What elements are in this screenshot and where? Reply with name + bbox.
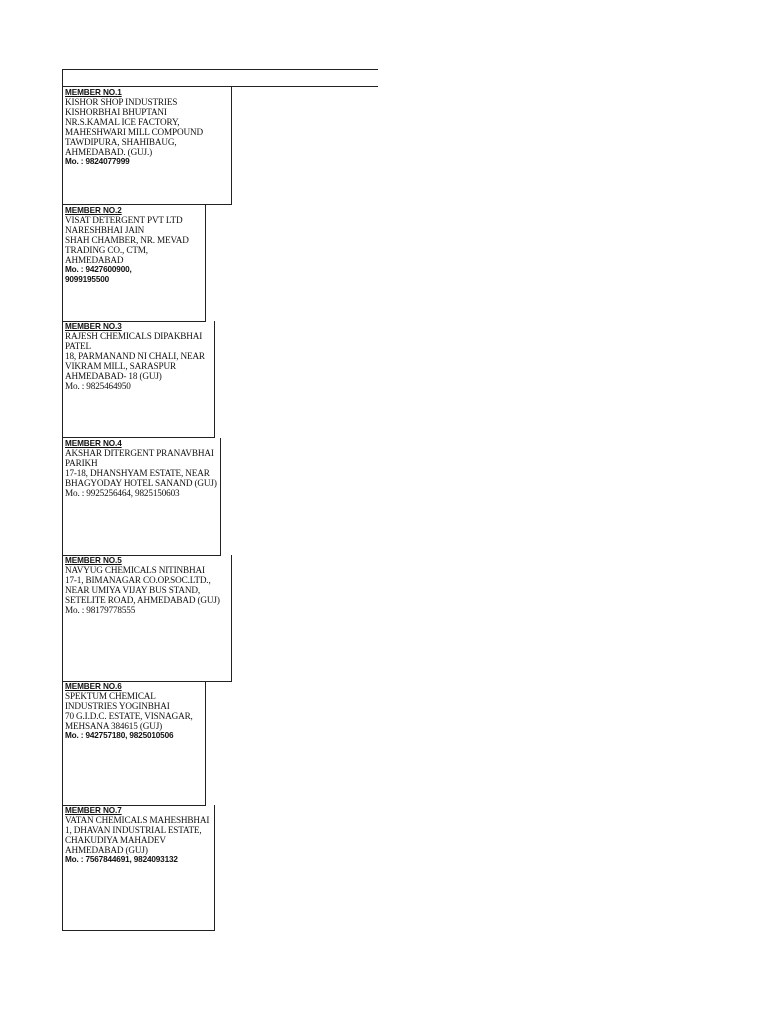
member-card [62,205,206,322]
member-company: NAVYUG CHEMICALS NITINBHAI [65,565,205,575]
member-address-line: AHMEDABAD. (GUJ.) [65,147,153,157]
member-card [62,87,232,205]
member-number: MEMBER NO.6 [65,682,122,691]
member-address-line: 18, PARMANAND NI CHALI, NEAR [65,351,205,361]
member-address-line: PATEL [65,341,91,351]
member-phone: Mo. : 9824077999 [65,157,130,166]
member-card [62,681,206,806]
member-company: VATAN CHEMICALS MAHESHBHAI [65,815,210,825]
member-number: MEMBER NO.7 [65,806,122,815]
member-address-line: PARIKH [65,458,98,468]
member-address-line: AHMEDABAD- 18 (GUJ) [65,371,162,381]
member-phone: Mo. : 98179778555 [65,605,136,615]
member-card [62,438,221,556]
member-number: MEMBER NO.1 [65,88,122,97]
member-address-line: INDUSTRIES YOGINBHAI [65,701,170,711]
member-address-line: AHMEDABAD [65,255,124,265]
member-address-line: TRADING CO., CTM, [65,245,148,255]
member-address-line: CHAKUDIYA MAHADEV [65,835,166,845]
member-address-line: NR.S.KAMAL ICE FACTORY, [65,117,180,127]
member-address-line: MEHSANA 384615 (GUJ) [65,721,163,731]
member-company: AKSHAR DITERGENT PRANAVBHAI [65,448,214,458]
member-address-line: 17-18, DHANSHYAM ESTATE, NEAR [65,468,210,478]
member-card [62,555,232,682]
member-phone: 9099195500 [65,275,110,284]
member-address-line: KISHORBHAI BHUPTANI [65,107,167,117]
member-address-line: 70 G.I.D.C. ESTATE, VISNAGAR, [65,711,193,721]
member-address-line: 17-1, BIMANAGAR CO.OP.SOC.LTD., [65,575,211,585]
member-address-line: SETELITE ROAD, AHMEDABAD (GUJ) [65,595,220,605]
member-number: MEMBER NO.2 [65,206,122,215]
member-phone: Mo. : 9825464950 [65,381,131,391]
member-number: MEMBER NO.5 [65,556,122,565]
member-phone: Mo. : 942757180, 9825010506 [65,731,174,740]
member-address-line: VIKRAM MILL, SARASPUR [65,361,176,371]
member-number: MEMBER NO.4 [65,439,122,448]
member-phone: Mo. : 7567844691, 9824093132 [65,855,178,864]
member-card [62,321,215,438]
member-address-line: BHAGYODAY HOTEL SANAND (GUJ) [65,478,217,488]
member-address-line: MAHESHWARI MILL COMPOUND [65,127,203,137]
member-company: VISAT DETERGENT PVT LTD [65,215,183,225]
member-address-line: SHAH CHAMBER, NR. MEVAD [65,235,189,245]
member-address-line: TAWDIPURA, SHAHIBAUG, [65,137,177,147]
table-header-cell [62,69,378,87]
member-number: MEMBER NO.3 [65,322,122,331]
member-company: SPEKTUM CHEMICAL [65,691,156,701]
member-company: RAJESH CHEMICALS DIPAKBHAI [65,331,203,341]
member-company: KISHOR SHOP INDUSTRIES [65,97,178,107]
member-phone: Mo. : 9925256464, 9825150603 [65,488,180,498]
member-address-line: 1, DHAVAN INDUSTRIAL ESTATE, [65,825,202,835]
member-card [62,805,215,931]
member-phone: Mo. : 9427600900, [65,265,132,274]
member-address-line: AHMEDABAD (GUJ) [65,845,148,855]
member-address-line: NARESHBHAI JAIN [65,225,145,235]
member-address-line: NEAR UMIYA VIJAY BUS STAND, [65,585,201,595]
